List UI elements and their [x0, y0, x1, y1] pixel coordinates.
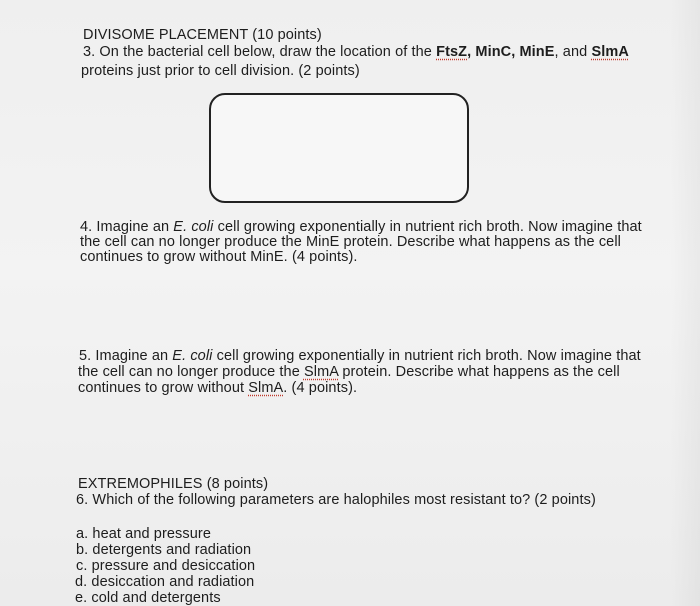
q3-ftsz: FtsZ	[436, 44, 468, 60]
question-4-line-2: the cell can no longer produce the MinE protein. Describe what happens as the cell	[80, 234, 621, 250]
q3-sep1: ,	[467, 44, 476, 60]
option-b[interactable]: b. detergents and radiation	[76, 542, 252, 558]
question-3-line-2: proteins just prior to cell division. (2 points)	[81, 63, 360, 79]
q5-l3-rest: . (4 points).	[283, 380, 358, 396]
q3-prefix: 3. On the bacterial cell below, draw the location of the	[83, 44, 437, 60]
q5-l3-slma: SlmA	[248, 380, 284, 396]
q5-l3-prefix: continues to grow without	[78, 380, 249, 396]
q4-ecoli: E. coli	[173, 219, 214, 235]
q3-slma: SlmA	[591, 44, 629, 60]
question-5-line-2	[78, 364, 620, 380]
q5-prefix: 5. Imagine an	[79, 348, 173, 364]
bacterial-cell-outline[interactable]	[209, 93, 469, 203]
q5-l2-rest: protein. Describe what happens as the cell	[338, 364, 620, 380]
question-5-line-3	[78, 380, 357, 396]
page-edge-shadow	[670, 0, 700, 606]
option-d[interactable]: d. desiccation and radiation	[75, 574, 255, 590]
question-5-line-1	[79, 348, 641, 364]
extremophiles-heading: EXTREMOPHILES (8 points)	[78, 476, 269, 492]
question-6: 6. Which of the following parameters are halophiles most resistant to? (2 points)	[76, 492, 596, 508]
divisome-heading: DIVISOME PLACEMENT (10 points)	[83, 27, 322, 43]
question-4-line-1	[80, 219, 642, 235]
q3-mine: MinE	[519, 44, 555, 60]
q4-prefix: 4. Imagine an	[80, 219, 174, 235]
q4-rest: cell growing exponentially in nutrient rich broth. Now imagine that	[213, 219, 642, 235]
option-e[interactable]: e. cold and detergents	[75, 590, 221, 606]
question-4-line-3: continues to grow without MinE. (4 points).	[80, 249, 358, 265]
q5-l2-slma: SlmA	[303, 364, 339, 380]
q3-sep2: ,	[511, 44, 520, 60]
option-c[interactable]: c. pressure and desiccation	[76, 558, 256, 574]
q5-l2-prefix: the cell can no longer produce the	[78, 364, 304, 380]
q5-ecoli: E. coli	[172, 348, 213, 364]
question-3-line-1	[83, 44, 629, 60]
option-a[interactable]: a. heat and pressure	[76, 526, 212, 542]
q3-minc: MinC	[475, 44, 512, 60]
q3-sep3: , and	[554, 44, 592, 60]
q5-rest: cell growing exponentially in nutrient rich broth. Now imagine that	[212, 348, 641, 364]
